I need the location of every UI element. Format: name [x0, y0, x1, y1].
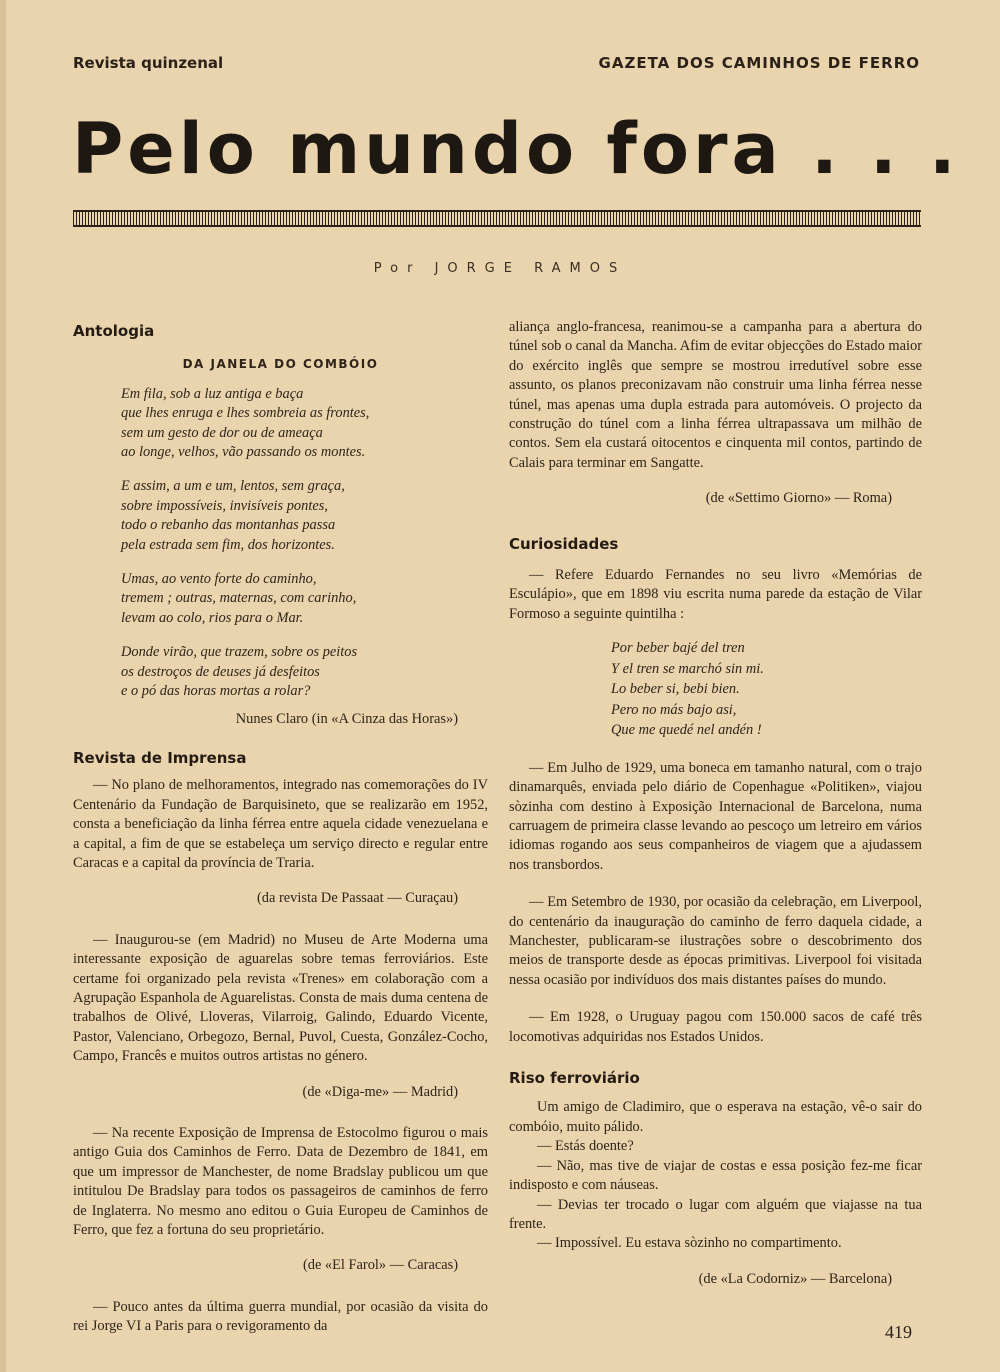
verse-line: Pero no más bajo asi,: [611, 701, 737, 718]
poem-line: todo o rebanho das montanhas passa: [121, 517, 336, 534]
article-paragraph: — No plano de melhoramentos, integrado nas comemorações do IV Centenário da Fundação de Barquisineto, que se realizarão em 1952, consta a beneficiação da linha férrea entre aquela cidade venezuelana e a capital, a fim de que se estabeleça um serviço directo e regular entre Caracas e a capital da província de Traria.: [73, 777, 488, 871]
page-title: Pelo mundo fora . . .: [72, 108, 960, 190]
poem-stanza: [121, 477, 488, 555]
poem-line: ao longe, velhos, vão passando os montes.: [121, 444, 366, 461]
joke-dialogue: — Devias ter trocado o lugar com alguém que viajasse na tua frente.: [509, 1196, 922, 1232]
poem-line: Umas, ao vento forte do caminho,: [121, 571, 317, 588]
left-column: [73, 318, 488, 1337]
quintilha-verse: [611, 638, 922, 741]
page-edge: [0, 0, 6, 1372]
section-heading-riso: Riso ferroviário: [509, 1069, 640, 1088]
page-number: 419: [885, 1322, 912, 1342]
joke-dialogue: — Estás doente?: [537, 1138, 634, 1155]
right-column: [509, 318, 922, 1311]
poem-line: pela estrada sem fim, dos horizontes.: [121, 536, 335, 553]
poem-line: Donde virão, que trazem, sobre os peitos: [121, 644, 358, 661]
article-source: (de «Settimo Giorno» — Roma): [705, 490, 892, 507]
verse-line: Y el tren se marchó sin mi.: [611, 660, 764, 677]
header-periodicity: Revista quinzenal: [73, 54, 224, 72]
article-paragraph: — Inaugurou-se (em Madrid) no Museu de Arte Moderna uma interessante exposição de aguarelas sobre temas ferroviários. Este certame foi organizado pela revista «Trenes» em colaboração com a Agrupação Espanhola de Aguarelistas. Consta de mais duma centena de trabalhos de Olivé, Lloveras, Vilarroig, Galindo, Eduardo Vicente, Pastor, Valenciano, Orbegozo, Bernal, Puvol, Cuesta, González-Cocho, Campo, Francês e muitos outros artistas no género.: [73, 931, 488, 1065]
byline: Por JORGE RAMOS: [373, 261, 627, 276]
poem-title: DA JANELA DO COMBÓIO: [182, 357, 379, 372]
article-paragraph: — Em 1928, o Uruguay pagou com 150.000 sacos de café três locomotivas adquiridas nos Estados Unidos.: [509, 1009, 922, 1045]
poem-line: que lhes enruga e lhes sombreia as frontes,: [121, 405, 370, 422]
verse-line: Lo beber si, bebi bien.: [611, 681, 740, 698]
article-paragraph: — Refere Eduardo Fernandes no seu livro «Memórias de Esculápio», que em 1898 viu escrita numa parede da estação de Vilar Formoso a seguinte quintilha :: [509, 567, 922, 622]
section-heading-antologia: Antologia: [73, 322, 155, 340]
article-paragraph: — Na recente Exposição de Imprensa de Estocolmo figurou o mais antigo Guia dos Caminhos de Ferro. Data de Dezembro de 1841, em que um impressor de Manchester, de nome Bradslay publicou um que intitulou De Bradslay para todos os passageiros de caminhos de ferro de Inglaterra. No mesmo ano editou o Guia Europeu de Caminhos de Ferro, que fez a fortuna do seu proprietário.: [73, 1125, 488, 1239]
joke-dialogue: — Impossível. Eu estava sòzinho no compartimento.: [537, 1235, 842, 1252]
poem-line: os destroços de deuses já desfeitos: [121, 663, 320, 680]
section-heading-curiosidades: Curiosidades: [509, 534, 619, 553]
poem-credit: Nunes Claro (in «A Cinza das Horas»): [235, 710, 458, 727]
section-heading-revista: Revista de Imprensa: [73, 748, 247, 767]
joke-dialogue: — Não, mas tive de viajar de costas e essa posição fez-me ficar indisposto e com náuseas.: [509, 1157, 922, 1194]
poem-line: Em fila, sob a luz antiga e baça: [121, 385, 304, 402]
header-publication: GAZETA DOS CAMINHOS DE FERRO: [598, 54, 920, 72]
poem-line: sobre impossíveis, invisíveis pontes,: [121, 497, 328, 514]
verse-line: Por beber bajé del tren: [611, 640, 745, 657]
joke-paragraph: Um amigo de Cladimiro, que o esperava na estação, vê-o sair do combóio, muito pálido.: [509, 1099, 922, 1135]
poem-stanza: [121, 385, 488, 463]
poem-line: sem um gesto de dor ou de ameaça: [121, 424, 323, 441]
poem-stanza: [121, 570, 488, 628]
poem-line: levam ao colo, rios para o Mar.: [121, 609, 304, 626]
poem-line: E assim, a um e um, lentos, sem graça,: [121, 478, 345, 495]
article-source: (da revista De Passaat — Curaçau): [257, 890, 458, 907]
poem-line: tremem ; outras, maternas, com carinho,: [121, 590, 357, 607]
article-paragraph: — Em Julho de 1929, uma boneca em tamanho natural, com o trajo dinamarquês, enviada pelo diário de Copenhague «Politiken», viajou sòzinha com destino à Exposição Internacional de Barcelona, numa carruagem de primeira classe levando ao pescoço um letreiro em vários idiomas rogando aos seus companheiros de viagem que a ajudassem nos transbordos.: [509, 759, 922, 873]
article-source: (de «La Codorniz» — Barcelona): [698, 1270, 892, 1287]
article-source: (de «El Farol» — Caracas): [302, 1257, 458, 1274]
article-paragraph: — Em Setembro de 1930, por ocasião da celebração, em Liverpool, do centenário da inauguração do caminho de ferro daquela cidade, a Manchester, publicaram-se ilustrações sobre o descobrimento dos meios de transporte desde as épocas primitivas. Liverpool foi visitada nessa ocasião por indivíduos dos mais distantes países do mundo.: [509, 894, 922, 988]
article-paragraph: — Pouco antes da última guerra mundial, por ocasião da visita do rei Jorge VI a Paris para o revigoramento da: [73, 1298, 488, 1335]
article-paragraph-continued: aliança anglo-francesa, reanimou-se a campanha para a abertura do túnel sob o canal da Mancha. Afim de evitar objecções do Estado maior do exército inglês que sempre se mostrou irredutível sobre esse assunto, os planos preconizavam não construir uma linha férrea nesse túnel, mas apenas uma dupla estrada para automóveis. O projecto da construção do túnel com a linha férrea ultrapassava um milhão de contos. Sem ela custará oitocentos e cinquenta mil contos, partindo de Calais para terminar em Sangatte.: [509, 319, 922, 471]
title-rule: [73, 210, 921, 227]
verse-line: Que me quedé nel andén !: [611, 722, 762, 739]
poem-stanza: [121, 643, 488, 701]
poem-line: e o pó das horas mortas a rolar?: [121, 683, 311, 700]
article-source: (de «Diga-me» — Madrid): [302, 1083, 458, 1100]
